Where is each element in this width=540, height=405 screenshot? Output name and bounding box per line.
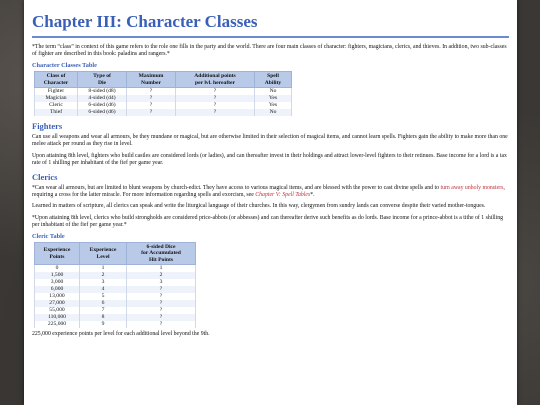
clerics-paragraph-1: *Can wear all armours, but are limited to blunt weapons by church-edict. They have access to various magical items, and are blessed with the power to cast divine spells and to turn away unholy monsters, requiring a cross for the latter miracle. For more information regarding spells and exorcism, see Chapter V: Spell Tables*. <box>32 185 505 199</box>
cell: ? <box>127 95 176 102</box>
table-row <box>35 102 292 109</box>
page-content <box>24 0 517 338</box>
title-rule <box>32 36 509 38</box>
cell: 9 <box>80 321 127 328</box>
cell: 27,000 <box>35 300 80 307</box>
header-hit-dice: 6-sided Dice for Accumulated Hit Points <box>127 243 196 265</box>
cell: Magician <box>35 95 78 102</box>
table-header-row <box>35 243 196 265</box>
cell: ? <box>127 300 196 307</box>
clerics-paragraph-2: Learned in matters of scripture, all clerics can speak and write the liturgical language of their churches. In this way, clergymen from sundry lands can converse despite their varied mother-tongues. <box>32 203 486 210</box>
classes-table-heading: Character Classes Table <box>32 62 97 70</box>
fighters-paragraph-1: Can use all weapons and wear all armours, be they mundane or magical, but are otherwise limited in their selection of magical items, and cannot learn spells. Fighters gain the ability to make more than one melee attack per round as they rise in level. <box>32 134 508 148</box>
cell: No <box>255 88 292 96</box>
cleric-table-footnote: 225,000 experience points per level for each additional level beyond the 9th. <box>32 331 210 338</box>
cell: 2 <box>80 272 127 279</box>
header-additional: Additional points per lvl. hereafter <box>176 72 255 88</box>
cell: 3,000 <box>35 279 80 286</box>
cell: 4-sided (d4) <box>78 95 127 102</box>
cell: 55,000 <box>35 307 80 314</box>
cell: 6-sided (d6) <box>78 109 127 116</box>
cell: 8 <box>80 314 127 321</box>
table-row <box>35 88 292 96</box>
turn-unholy-link[interactable]: turn away unholy monsters <box>440 185 504 192</box>
header-level: Experience Level <box>80 243 127 265</box>
cell: ? <box>127 307 196 314</box>
cell: 7 <box>80 307 127 314</box>
cell: 3 <box>127 279 196 286</box>
header-xp: Experience Points <box>35 243 80 265</box>
cell: 0 <box>35 265 80 273</box>
intro-paragraph: *The term “class” in context of this game refers to the role one fills in the party and the world. There are four main classes of character: fighters, magicians, clerics, and thieves. In addition, two sub-classes of fighter are described in this book: paladins and rangers.* <box>32 44 507 58</box>
table-row <box>35 286 196 293</box>
table-row <box>35 279 196 286</box>
cell: ? <box>127 88 176 96</box>
table-row <box>35 293 196 300</box>
cell: ? <box>127 102 176 109</box>
cell: ? <box>127 314 196 321</box>
cell: 3 <box>80 279 127 286</box>
header-spell: Spell Ability <box>255 72 292 88</box>
spell-tables-link[interactable]: Chapter V: Spell Tables <box>255 192 311 199</box>
cell: Fighter <box>35 88 78 96</box>
cell: ? <box>127 109 176 116</box>
header-max: Maximum Number <box>127 72 176 88</box>
cell: 4 <box>80 286 127 293</box>
cell: 1 <box>127 265 196 273</box>
cleric-table-heading: Cleric Table <box>32 233 65 241</box>
character-classes-table <box>34 71 292 116</box>
table-row <box>35 300 196 307</box>
cell: 1 <box>80 265 127 273</box>
cell: ? <box>176 88 255 96</box>
cell: ? <box>127 286 196 293</box>
cell: 5 <box>80 293 127 300</box>
cell: 8-sided (d8) <box>78 88 127 96</box>
fighters-paragraph-2: Upon attaining 8th level, fighters who build castles are considered lords (or ladies), and can thereafter invest in their holdings and attract lower-level fighters to their retinues. Base income for a lord is a tax rate of 1 shilling per inhabitant of the fief per game year. <box>32 152 507 166</box>
cell: No <box>255 109 292 116</box>
cell: Yes <box>255 95 292 102</box>
cell: 6,000 <box>35 286 80 293</box>
cell: 13,000 <box>35 293 80 300</box>
cell: Cleric <box>35 102 78 109</box>
header-die: Type of Die <box>78 72 127 88</box>
cell: Thief <box>35 109 78 116</box>
cell: Yes <box>255 102 292 109</box>
cell: ? <box>176 102 255 109</box>
table-row <box>35 321 196 328</box>
cell: 6 <box>80 300 127 307</box>
table-row <box>35 272 196 279</box>
fighters-heading: Fighters <box>32 121 63 132</box>
cell: 6-sided (d6) <box>78 102 127 109</box>
table-row <box>35 109 292 116</box>
cell: ? <box>127 321 196 328</box>
cell: 2 <box>127 272 196 279</box>
cell: 110,000 <box>35 314 80 321</box>
cell: ? <box>176 95 255 102</box>
table-row <box>35 265 196 273</box>
cell: ? <box>176 109 255 116</box>
cleric-table <box>34 242 196 328</box>
clerics-heading: Clerics <box>32 172 58 183</box>
table-row <box>35 314 196 321</box>
document-page <box>24 0 517 405</box>
clerics-paragraph-3: *Upon attaining 8th level, clerics who build strongholds are considered price-abbots (or abbesses) and can thereafter derive such benefits as do lords. Base income for a prince-abbot is a tithe of 1 shilling per inhabitant of the fief per game year.* <box>32 214 504 228</box>
cell: 1,500 <box>35 272 80 279</box>
cell: ? <box>127 293 196 300</box>
table-header-row <box>35 72 292 88</box>
page-title: Chapter III: Character Classes <box>32 12 258 31</box>
cell: 225,000 <box>35 321 80 328</box>
table-row <box>35 307 196 314</box>
table-row <box>35 95 292 102</box>
header-class: Class of Character <box>35 72 78 88</box>
